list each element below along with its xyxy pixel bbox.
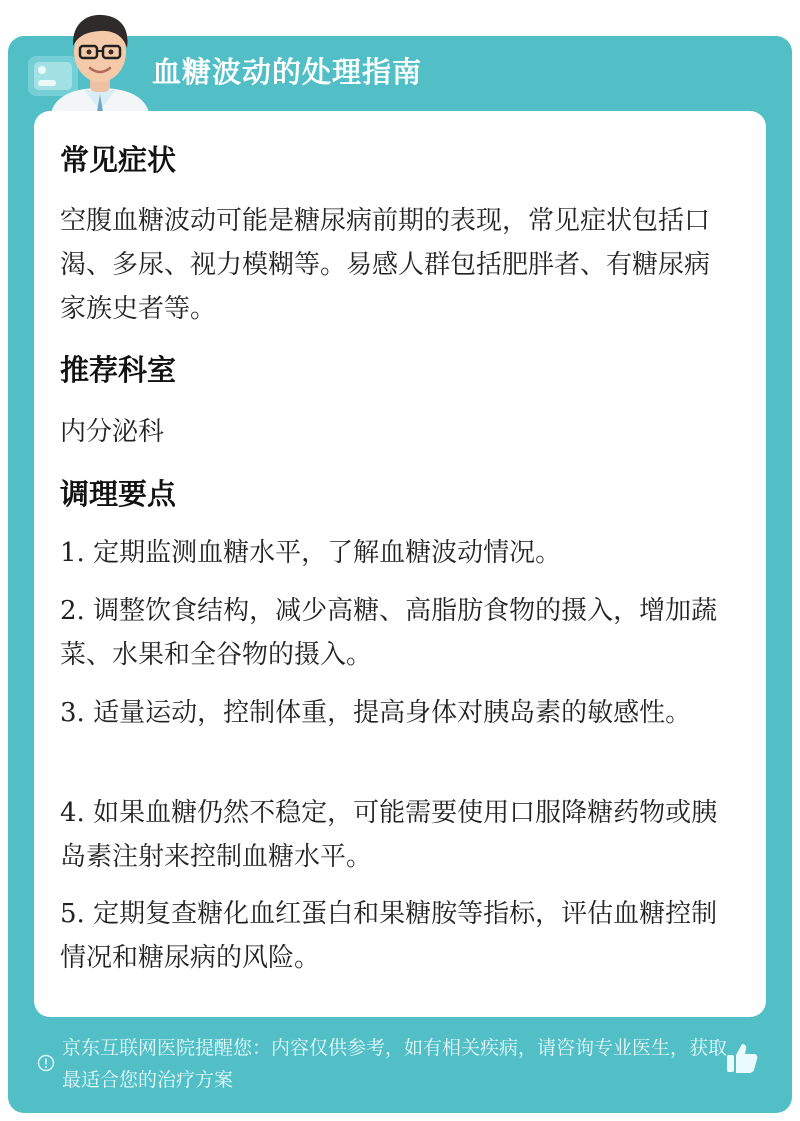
care-item-number: 3.	[60, 698, 85, 728]
care-item-5	[60, 892, 732, 980]
care-item-text: 适量运动，控制体重，提高身体对胰岛素的敏感性。	[93, 698, 692, 728]
care-item-4	[60, 791, 732, 879]
care-item-text: 调整饮食结构，减少高糖、高脂肪食物的摄入，增加蔬菜、水果和全谷物的摄入。	[60, 596, 718, 670]
care-item-number: 1.	[60, 538, 85, 568]
care-item-number: 4.	[60, 798, 85, 828]
doctor-avatar	[40, 6, 160, 118]
care-item-2	[60, 589, 732, 677]
care-item-3	[60, 691, 732, 735]
disclaimer-text: 京东互联网医院提醒您：内容仅供参考，如有相关疾病，请咨询专业医生，获取最适合您的治疗方案	[62, 1037, 728, 1091]
info-icon	[37, 1054, 55, 1072]
care-item-text: 如果血糖仍然不稳定，可能需要使用口服降糖药物或胰岛素注射来控制血糖水平。	[60, 798, 718, 872]
section-title-care: 调理要点	[60, 477, 177, 511]
care-item-number: 5.	[60, 899, 85, 929]
department-text: 内分泌科	[60, 417, 165, 447]
care-item-number: 2.	[60, 596, 85, 626]
section-title-symptoms: 常见症状	[60, 143, 177, 177]
care-item-text: 定期监测血糖水平，了解血糖波动情况。	[93, 538, 562, 568]
section-title-department: 推荐科室	[60, 353, 177, 387]
thumbs-up-icon[interactable]	[724, 1040, 760, 1076]
page-title: 血糖波动的处理指南	[152, 55, 423, 89]
symptoms-text: 空腹血糖波动可能是糖尿病前期的表现，常见症状包括口渴、多尿、视力模糊等。易感人群包括肥胖者、有糖尿病家族史者等。	[60, 206, 711, 324]
care-item-1	[60, 531, 732, 575]
care-item-text: 定期复查糖化血红蛋白和果糖胺等指标，评估血糖控制情况和糖尿病的风险。	[60, 899, 718, 973]
